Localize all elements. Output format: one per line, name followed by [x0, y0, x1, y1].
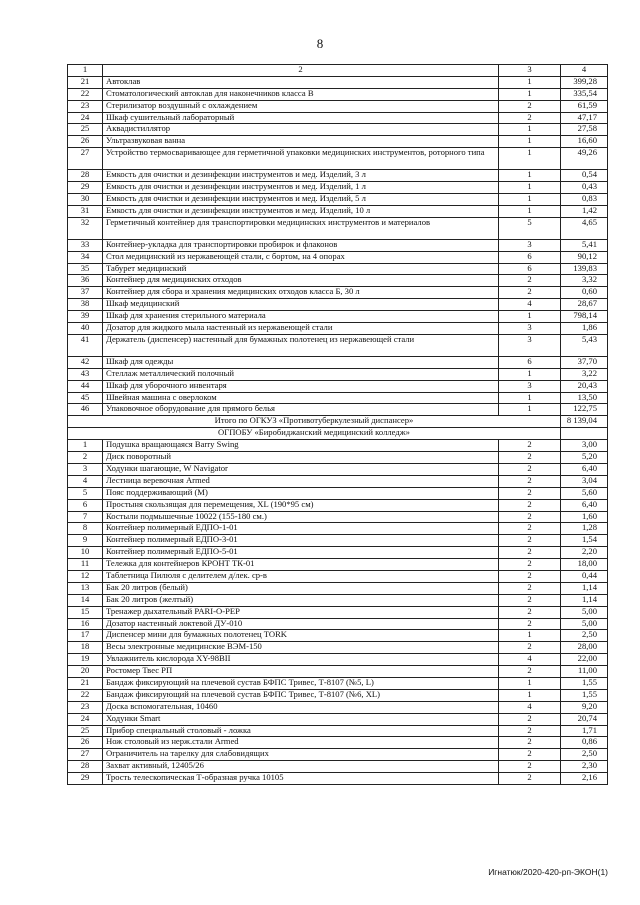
equipment-table [67, 64, 608, 785]
item-name: Стерилизатор воздушный с охлаждением [103, 100, 499, 112]
table-row [68, 404, 608, 416]
item-quantity: 2 [499, 452, 561, 464]
item-price: 0,60 [561, 287, 608, 299]
item-price: 1,86 [561, 323, 608, 335]
item-quantity: 1 [499, 148, 561, 170]
item-quantity: 2 [499, 606, 561, 618]
item-quantity: 3 [499, 334, 561, 356]
row-number: 31 [68, 205, 103, 217]
section-row [68, 428, 608, 440]
row-number: 32 [68, 217, 103, 239]
item-quantity: 1 [499, 170, 561, 182]
item-price: 2,50 [561, 630, 608, 642]
item-quantity: 1 [499, 136, 561, 148]
row-number: 23 [68, 100, 103, 112]
table-row [68, 299, 608, 311]
item-price: 28,00 [561, 642, 608, 654]
item-quantity: 1 [499, 88, 561, 100]
item-price: 2,30 [561, 761, 608, 773]
item-name: Автоклав [103, 76, 499, 88]
item-name: Ходунки Smart [103, 713, 499, 725]
table-row [68, 124, 608, 136]
item-quantity: 1 [499, 677, 561, 689]
item-name: Табурет медицинский [103, 263, 499, 275]
item-quantity: 3 [499, 239, 561, 251]
table-row [68, 170, 608, 182]
item-quantity: 1 [499, 368, 561, 380]
row-number: 25 [68, 124, 103, 136]
table-body [68, 76, 608, 784]
row-number: 29 [68, 182, 103, 194]
header-cell-price: 4 [561, 65, 608, 77]
row-number: 24 [68, 112, 103, 124]
item-price: 1,14 [561, 594, 608, 606]
row-number: 8 [68, 523, 103, 535]
item-price: 1,55 [561, 689, 608, 701]
item-quantity: 2 [499, 487, 561, 499]
item-name: Прибор специальный столовый - ложка [103, 725, 499, 737]
item-price: 61,59 [561, 100, 608, 112]
table-row [68, 76, 608, 88]
item-quantity: 2 [499, 463, 561, 475]
item-name: Упаковочное оборудование для прямого белья [103, 404, 499, 416]
item-quantity: 4 [499, 701, 561, 713]
item-name: Бандаж фиксирующий на плечевой сустав БФПС Тривес, Т-8107 (№5, L) [103, 677, 499, 689]
table-header-row [68, 65, 608, 77]
table-row [68, 287, 608, 299]
item-quantity: 1 [499, 311, 561, 323]
table-row [68, 559, 608, 571]
item-quantity: 2 [499, 713, 561, 725]
item-quantity: 2 [499, 275, 561, 287]
row-number: 9 [68, 535, 103, 547]
item-quantity: 6 [499, 263, 561, 275]
table-row [68, 452, 608, 464]
item-name: Стеллаж металлический полочный [103, 368, 499, 380]
table-row [68, 570, 608, 582]
item-quantity: 2 [499, 112, 561, 124]
table-row [68, 239, 608, 251]
item-quantity: 2 [499, 499, 561, 511]
row-number: 4 [68, 475, 103, 487]
section-title: Итого по ОГКУЗ «Противотуберкулезный диспансер» [68, 416, 561, 428]
item-quantity: 1 [499, 124, 561, 136]
item-price: 37,70 [561, 356, 608, 368]
row-number: 25 [68, 725, 103, 737]
item-price: 16,60 [561, 136, 608, 148]
header-cell-name: 2 [103, 65, 499, 77]
item-quantity: 2 [499, 559, 561, 571]
item-quantity: 2 [499, 761, 561, 773]
row-number: 35 [68, 263, 103, 275]
item-quantity: 6 [499, 356, 561, 368]
page-number: 8 [316, 36, 324, 51]
row-number: 22 [68, 689, 103, 701]
item-price: 335,54 [561, 88, 608, 100]
table-row [68, 713, 608, 725]
row-number: 12 [68, 570, 103, 582]
table-row [68, 148, 608, 170]
item-price: 1,60 [561, 511, 608, 523]
table-row [68, 475, 608, 487]
table-row [68, 689, 608, 701]
item-price: 1,14 [561, 582, 608, 594]
item-name: Простыня скользящая для перемещения, XL (190*95 см) [103, 499, 499, 511]
item-price: 0,54 [561, 170, 608, 182]
row-number: 26 [68, 737, 103, 749]
item-quantity: 1 [499, 182, 561, 194]
table-row [68, 618, 608, 630]
row-number: 5 [68, 487, 103, 499]
item-name: Контейнер-укладка для транспортировки пробирок и флаконов [103, 239, 499, 251]
table-row [68, 356, 608, 368]
item-name: Стоматологический автоклав для наконечников класса В [103, 88, 499, 100]
item-name: Дозатор настенный локтевой ДУ-010 [103, 618, 499, 630]
row-number: 11 [68, 559, 103, 571]
row-number: 19 [68, 654, 103, 666]
header-cell-number: 1 [68, 65, 103, 77]
table-row [68, 88, 608, 100]
item-price: 2,16 [561, 773, 608, 785]
item-price: 2,20 [561, 547, 608, 559]
table-row [68, 217, 608, 239]
item-name: Шкаф для одежды [103, 356, 499, 368]
item-name: Захват активный, 12405/26 [103, 761, 499, 773]
item-name: Контейнер полимерный ЕДПО-1-01 [103, 523, 499, 535]
item-quantity: 2 [499, 547, 561, 559]
table-row [68, 487, 608, 499]
table-row [68, 523, 608, 535]
item-price: 9,20 [561, 701, 608, 713]
table-row [68, 368, 608, 380]
item-name: Контейнер для медицинских отходов [103, 275, 499, 287]
item-price: 5,41 [561, 239, 608, 251]
item-quantity: 1 [499, 392, 561, 404]
row-number: 44 [68, 380, 103, 392]
item-price: 4,65 [561, 217, 608, 239]
row-number: 30 [68, 194, 103, 206]
row-number: 41 [68, 334, 103, 356]
table-row [68, 677, 608, 689]
row-number: 24 [68, 713, 103, 725]
item-price: 5,00 [561, 618, 608, 630]
item-price: 0,86 [561, 737, 608, 749]
item-price: 1,54 [561, 535, 608, 547]
item-quantity: 2 [499, 737, 561, 749]
item-name: Тележка для контейнеров КРОНТ ТК-01 [103, 559, 499, 571]
row-number: 46 [68, 404, 103, 416]
item-price: 0,43 [561, 182, 608, 194]
table-row [68, 511, 608, 523]
item-price: 11,00 [561, 666, 608, 678]
item-name: Нож столовый из нерж.стали Armed [103, 737, 499, 749]
item-price: 139,83 [561, 263, 608, 275]
item-name: Увлажнитель кислорода XY-98BII [103, 654, 499, 666]
item-price: 5,60 [561, 487, 608, 499]
item-quantity: 2 [499, 523, 561, 535]
item-price: 0,83 [561, 194, 608, 206]
row-number: 23 [68, 701, 103, 713]
row-number: 21 [68, 76, 103, 88]
row-number: 37 [68, 287, 103, 299]
item-name: Костыли подмышечные 10022 (155-180 см.) [103, 511, 499, 523]
section-total: 8 139,04 [561, 416, 608, 428]
item-price: 6,40 [561, 463, 608, 475]
table-row [68, 112, 608, 124]
table-row [68, 463, 608, 475]
row-number: 7 [68, 511, 103, 523]
item-quantity: 3 [499, 380, 561, 392]
item-name: Пояс поддерживающий (М) [103, 487, 499, 499]
table-row [68, 725, 608, 737]
row-number: 3 [68, 463, 103, 475]
item-quantity: 3 [499, 323, 561, 335]
item-quantity: 1 [499, 630, 561, 642]
item-quantity: 2 [499, 642, 561, 654]
item-price: 0,44 [561, 570, 608, 582]
document-footer-code: Игнатюк/2020-420-рп-ЭКОН(1) [488, 867, 608, 877]
item-quantity: 2 [499, 666, 561, 678]
item-name: Ультразвуковая ванна [103, 136, 499, 148]
row-number: 6 [68, 499, 103, 511]
item-name: Емкость для очистки и дезинфекции инструментов и мед. Изделий, 5 л [103, 194, 499, 206]
table-row [68, 535, 608, 547]
table-row [68, 275, 608, 287]
item-name: Контейнер для сбора и хранения медицинских отходов класса Б, 30 л [103, 287, 499, 299]
row-number: 38 [68, 299, 103, 311]
row-number: 45 [68, 392, 103, 404]
item-quantity: 2 [499, 582, 561, 594]
item-name: Таблетница Пилюля с делителем д/лек. ср-в [103, 570, 499, 582]
item-name: Бандаж фиксирующий на плечевой сустав БФПС Тривес, Т-8107 (№6, XL) [103, 689, 499, 701]
item-name: Шкаф медицинский [103, 299, 499, 311]
item-quantity: 1 [499, 194, 561, 206]
row-number: 27 [68, 148, 103, 170]
row-number: 13 [68, 582, 103, 594]
item-name: Емкость для очистки и дезинфекции инструментов и мед. Изделий, 1 л [103, 182, 499, 194]
table-row [68, 547, 608, 559]
item-name: Дозатор для жидкого мыла настенный из нержавеющей стали [103, 323, 499, 335]
table-row [68, 440, 608, 452]
item-quantity: 2 [499, 475, 561, 487]
row-number: 28 [68, 761, 103, 773]
table-row [68, 311, 608, 323]
item-price: 3,00 [561, 440, 608, 452]
item-price: 22,00 [561, 654, 608, 666]
row-number: 17 [68, 630, 103, 642]
item-quantity: 4 [499, 654, 561, 666]
item-name: Емкость для очистки и дезинфекции инструментов и мед. Изделий, 3 л [103, 170, 499, 182]
header-cell-quantity: 3 [499, 65, 561, 77]
item-quantity: 2 [499, 100, 561, 112]
table-row [68, 749, 608, 761]
item-quantity: 1 [499, 205, 561, 217]
item-price: 798,14 [561, 311, 608, 323]
item-price: 5,43 [561, 334, 608, 356]
item-price: 2,50 [561, 749, 608, 761]
item-price: 3,22 [561, 368, 608, 380]
item-quantity: 2 [499, 570, 561, 582]
row-number: 22 [68, 88, 103, 100]
item-quantity: 2 [499, 287, 561, 299]
item-name: Держатель (диспенсер) настенный для бумажных полотенец из нержавеющей стали [103, 334, 499, 356]
item-name: Ходунки шагающие, W Navigator [103, 463, 499, 475]
item-name: Герметичный контейнер для транспортировки медицинских инструментов и материалов [103, 217, 499, 239]
item-price: 1,42 [561, 205, 608, 217]
item-quantity: 2 [499, 618, 561, 630]
item-name: Ограничитель на тарелку для слабовидящих [103, 749, 499, 761]
row-number: 43 [68, 368, 103, 380]
item-price: 18,00 [561, 559, 608, 571]
table-row [68, 701, 608, 713]
row-number: 14 [68, 594, 103, 606]
table-row [68, 380, 608, 392]
item-quantity: 2 [499, 594, 561, 606]
row-number: 2 [68, 452, 103, 464]
item-name: Аквадистиллятор [103, 124, 499, 136]
item-name: Доска вспомогательная, 10460 [103, 701, 499, 713]
item-price: 13,50 [561, 392, 608, 404]
row-number: 34 [68, 251, 103, 263]
item-quantity: 1 [499, 689, 561, 701]
item-price: 47,17 [561, 112, 608, 124]
row-number: 10 [68, 547, 103, 559]
item-name: Шкаф сушительный лабораторный [103, 112, 499, 124]
item-name: Шкаф для хранения стерильного материала [103, 311, 499, 323]
item-quantity: 2 [499, 725, 561, 737]
table-row [68, 630, 608, 642]
row-number: 21 [68, 677, 103, 689]
table-row [68, 136, 608, 148]
item-quantity: 2 [499, 511, 561, 523]
item-quantity: 2 [499, 773, 561, 785]
table-row [68, 263, 608, 275]
item-quantity: 2 [499, 440, 561, 452]
row-number: 36 [68, 275, 103, 287]
item-quantity: 1 [499, 76, 561, 88]
row-number: 42 [68, 356, 103, 368]
item-price: 122,75 [561, 404, 608, 416]
row-number: 29 [68, 773, 103, 785]
row-number: 40 [68, 323, 103, 335]
row-number: 39 [68, 311, 103, 323]
item-price: 27,58 [561, 124, 608, 136]
item-price: 5,20 [561, 452, 608, 464]
item-price: 3,32 [561, 275, 608, 287]
item-price: 28,67 [561, 299, 608, 311]
item-price: 399,28 [561, 76, 608, 88]
item-quantity: 4 [499, 299, 561, 311]
item-name: Трость телескопическая Т-образная ручка 10105 [103, 773, 499, 785]
item-quantity: 6 [499, 251, 561, 263]
item-price: 5,00 [561, 606, 608, 618]
table-row [68, 100, 608, 112]
item-price: 3,04 [561, 475, 608, 487]
table-row [68, 773, 608, 785]
row-number: 27 [68, 749, 103, 761]
table-row [68, 194, 608, 206]
item-name: Контейнер полимерный ЕДПО-5-01 [103, 547, 499, 559]
table-row [68, 666, 608, 678]
table-row [68, 737, 608, 749]
table-row [68, 182, 608, 194]
item-name: Стол медицинский из нержавеющей стали, с бортом, на 4 опорах [103, 251, 499, 263]
table-row [68, 594, 608, 606]
table-row [68, 642, 608, 654]
section-row [68, 416, 608, 428]
item-price: 1,71 [561, 725, 608, 737]
row-number: 26 [68, 136, 103, 148]
table-row [68, 582, 608, 594]
row-number: 33 [68, 239, 103, 251]
item-name: Диспенсер мини для бумажных полотенец TORK [103, 630, 499, 642]
section-title: ОГПОБУ «Биробиджанский медицинский колледж» [68, 428, 561, 440]
item-name: Устройство термосваривающее для герметичной упаковки медицинских инструментов, роторного типа [103, 148, 499, 170]
item-name: Контейнер полимерный ЕДПО-3-01 [103, 535, 499, 547]
item-name: Подушка вращающаяся Barry Swing [103, 440, 499, 452]
item-price: 20,43 [561, 380, 608, 392]
row-number: 28 [68, 170, 103, 182]
item-price: 49,26 [561, 148, 608, 170]
item-quantity: 2 [499, 749, 561, 761]
item-quantity: 5 [499, 217, 561, 239]
item-price: 90,12 [561, 251, 608, 263]
row-number: 20 [68, 666, 103, 678]
table-row [68, 323, 608, 335]
table-row [68, 654, 608, 666]
item-quantity: 1 [499, 404, 561, 416]
table-row [68, 205, 608, 217]
table-row [68, 392, 608, 404]
item-price: 20,74 [561, 713, 608, 725]
item-name: Ростомер Твес РП [103, 666, 499, 678]
table-row [68, 251, 608, 263]
item-name: Лестница веревочная Armed [103, 475, 499, 487]
item-name: Бак 20 литров (желтый) [103, 594, 499, 606]
section-total [561, 428, 608, 440]
item-name: Швейная машина с оверлоком [103, 392, 499, 404]
row-number: 18 [68, 642, 103, 654]
item-name: Тренажер дыхательный PARI-O-PEP [103, 606, 499, 618]
item-name: Бак 20 литров (белый) [103, 582, 499, 594]
item-name: Весы электронные медицинские ВЭМ-150 [103, 642, 499, 654]
table-row [68, 334, 608, 356]
item-price: 6,40 [561, 499, 608, 511]
row-number: 15 [68, 606, 103, 618]
table-row [68, 761, 608, 773]
item-quantity: 2 [499, 535, 561, 547]
item-price: 1,55 [561, 677, 608, 689]
item-name: Шкаф для уборочного инвентаря [103, 380, 499, 392]
row-number: 1 [68, 440, 103, 452]
row-number: 16 [68, 618, 103, 630]
item-name: Емкость для очистки и дезинфекции инструментов и мед. Изделий, 10 л [103, 205, 499, 217]
item-name: Диск поворотный [103, 452, 499, 464]
table-row [68, 606, 608, 618]
item-price: 1,28 [561, 523, 608, 535]
table-row [68, 499, 608, 511]
